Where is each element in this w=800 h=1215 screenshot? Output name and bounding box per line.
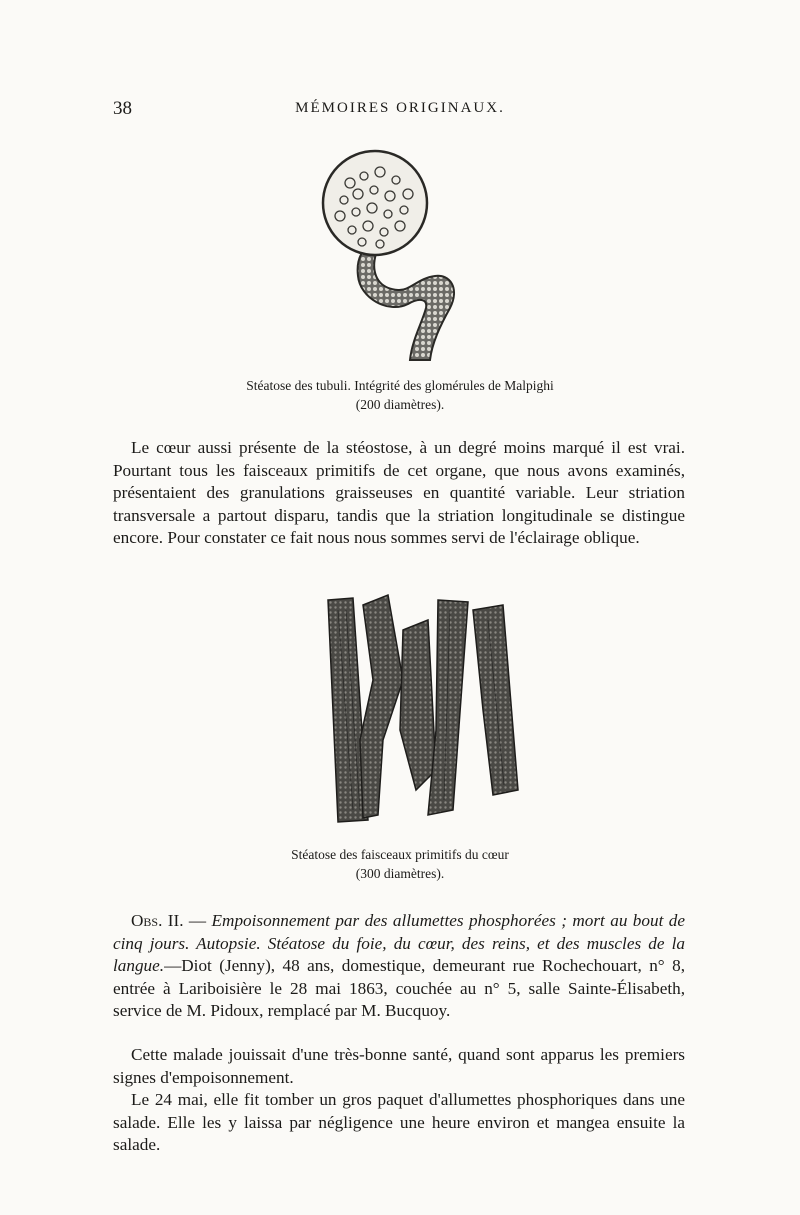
observation-label: Obs. II. —: [131, 911, 207, 930]
figure2-caption-line2: (300 diamètres).: [355, 866, 445, 881]
paragraph-24-mai: Le 24 mai, elle fit tomber un gros paquet d'allumettes phosphoriques dans une salade. Elle les y laissa par négligence une heure environ et mangea ensuite la salade.: [113, 1090, 685, 1154]
figure1-caption-line2: (200 diamètres).: [355, 397, 445, 412]
figure-muscle-fibers-illustration: [308, 590, 540, 830]
figure1-caption: [0, 376, 800, 414]
figure1-caption-line1: Stéatose des tubuli. Intégrité des glomérules de Malpighi: [246, 378, 554, 393]
figure2-caption-line1: Stéatose des faisceaux primitifs du cœur: [291, 847, 509, 862]
figure-glomerule-illustration: [300, 148, 490, 363]
page-number: 38: [113, 98, 132, 119]
paragraph-coeur: Le cœur aussi présente de la stéostose, à un degré moins marqué il est vrai. Pourtant tous les faisceaux primitifs de cet organe, que nous avons examinés, présentaient des granulations graisseuses en quantité variable. Leur striation transversale a partout disparu, tandis que la striation longitudinale se distingue encore. Pour constater ce fait nous nous sommes servi de l'éclairage oblique.: [113, 438, 685, 547]
running-head: MÉMOIRES ORIGINAUX.: [295, 100, 505, 116]
observation-paragraph: [113, 910, 685, 1023]
observation-text: —Diot (Jenny), 48 ans, domestique, demeurant rue Rochechouart, n° 8, entrée à Lariboisière le 28 mai 1863, couchée au n° 5, salle Sainte-Élisabeth, service de M. Pidoux, remplacé par M. Bucquoy.: [113, 956, 685, 1020]
page-header: [0, 98, 800, 126]
figure2-caption: [0, 845, 800, 883]
paragraph-malade: Cette malade jouissait d'une très-bonne santé, quand sont apparus les premiers signes d'empoisonnement.: [113, 1045, 685, 1087]
observation-title: Empoisonnement par des allumettes phosphorées ; mort au bout de cinq jours. Autopsie. Stéatose du foie, du cœur, des reins, et des muscles de la langue.: [113, 911, 685, 975]
